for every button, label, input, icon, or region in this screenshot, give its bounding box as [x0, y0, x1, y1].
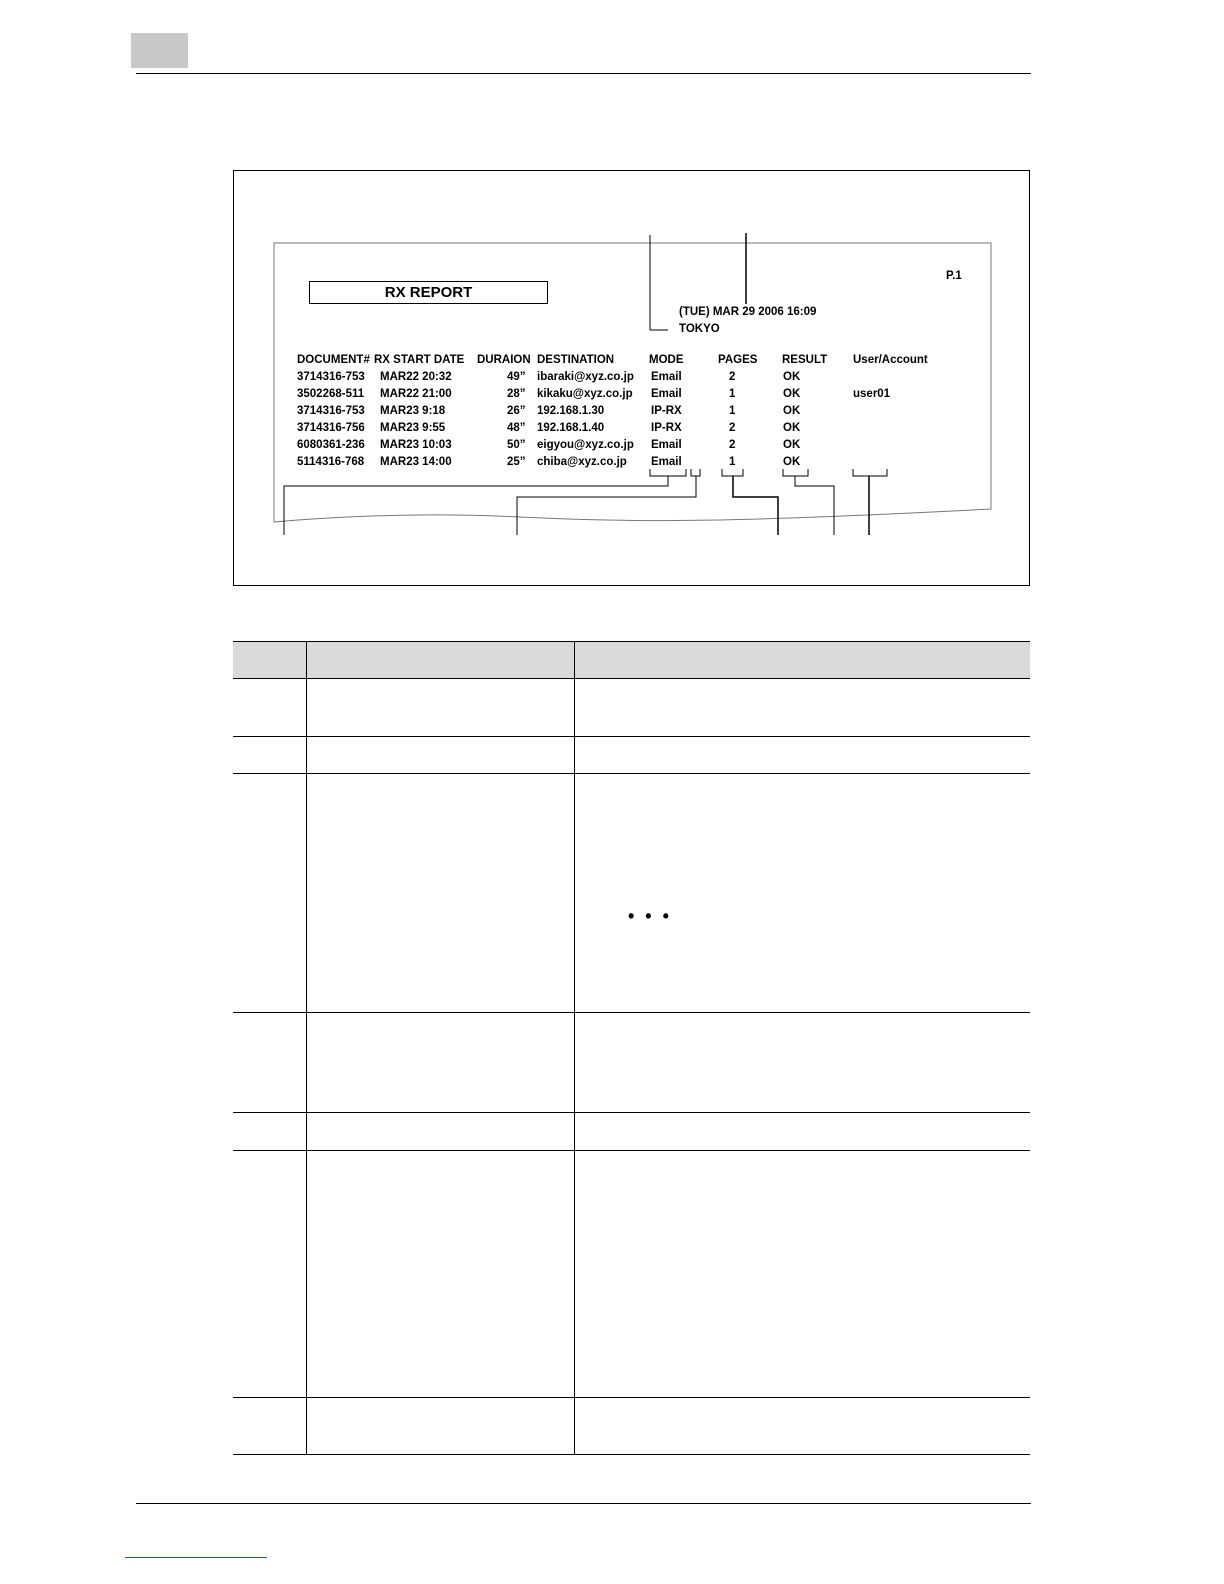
row-document: 3714316-756 — [297, 422, 365, 434]
row-start-date: MAR23 9:18 — [380, 405, 446, 417]
row-duration: 48” — [507, 422, 526, 434]
header-document: DOCUMENT# — [297, 354, 370, 366]
row-duration: 50” — [507, 439, 526, 451]
row-mode: Email — [651, 388, 682, 400]
row-document: 6080361-236 — [297, 439, 365, 451]
row-result: OK — [783, 371, 801, 383]
row-result: OK — [783, 388, 801, 400]
header-user-account: User/Account — [853, 354, 928, 366]
row-start-date: MAR23 14:00 — [380, 456, 452, 468]
header-mode: MODE — [649, 354, 684, 366]
row-start-date: MAR22 20:32 — [380, 371, 452, 383]
header-duration: DURAION — [477, 354, 531, 366]
chapter-tab — [131, 33, 188, 68]
row-mode: IP-RX — [651, 405, 682, 417]
row-mode: Email — [651, 456, 682, 468]
row-pages: 1 — [729, 388, 736, 400]
report-location: TOKYO — [679, 323, 720, 335]
row-duration: 28” — [507, 388, 526, 400]
header-start-date: RX START DATE — [374, 354, 465, 366]
table-row — [233, 774, 1030, 1013]
row-mode: Email — [651, 439, 682, 451]
row-pages: 2 — [729, 422, 736, 434]
row-start-date: MAR22 21:00 — [380, 388, 452, 400]
row-result: OK — [783, 439, 801, 451]
row-document: 3714316-753 — [297, 371, 365, 383]
header-cell-item — [307, 642, 575, 679]
row-pages: 1 — [729, 456, 736, 468]
row-document: 5114316-768 — [297, 456, 365, 468]
header-rule — [136, 73, 1031, 74]
row-duration: 49” — [507, 371, 526, 383]
footer-rule — [136, 1503, 1031, 1504]
header-pages: PAGES — [718, 354, 758, 366]
row-result: OK — [783, 456, 801, 468]
row-destination: chiba@xyz.co.jp — [537, 456, 627, 468]
row-mode: Email — [651, 371, 682, 383]
table-row — [233, 1398, 1030, 1455]
table-row — [233, 679, 1030, 737]
row-duration: 26” — [507, 405, 526, 417]
ellipsis-dots: • • • — [628, 906, 672, 926]
row-destination: eigyou@xyz.co.jp — [537, 439, 634, 451]
header-cell-no — [233, 642, 307, 679]
row-document: 3502268-511 — [297, 388, 365, 400]
row-pages: 1 — [729, 405, 736, 417]
header-result: RESULT — [782, 354, 828, 366]
row-mode: IP-RX — [651, 422, 682, 434]
row-destination: ibaraki@xyz.co.jp — [537, 371, 634, 383]
row-pages: 2 — [729, 371, 736, 383]
row-destination: kikaku@xyz.co.jp — [537, 388, 633, 400]
row-result: OK — [783, 405, 801, 417]
report-datetime: (TUE) MAR 29 2006 16:09 — [679, 306, 817, 318]
row-start-date: MAR23 10:03 — [380, 439, 452, 451]
row-user: user01 — [853, 388, 891, 400]
row-destination: 192.168.1.40 — [537, 422, 605, 434]
description-table — [233, 641, 1030, 1455]
page-number: P.1 — [946, 270, 962, 282]
footer-link-underline[interactable] — [125, 1557, 267, 1558]
table-header-row — [233, 642, 1030, 679]
row-start-date: MAR23 9:55 — [380, 422, 446, 434]
table-row — [233, 1013, 1030, 1113]
table-row — [233, 1151, 1030, 1398]
header-destination: DESTINATION — [537, 354, 615, 366]
report-title: RX REPORT — [309, 281, 548, 304]
table-row — [233, 737, 1030, 774]
row-duration: 25” — [507, 456, 526, 468]
header-cell-description — [575, 642, 1031, 679]
table-row — [233, 1113, 1030, 1151]
row-document: 3714316-753 — [297, 405, 365, 417]
row-destination: 192.168.1.30 — [537, 405, 605, 417]
row-pages: 2 — [729, 439, 736, 451]
row-result: OK — [783, 422, 801, 434]
